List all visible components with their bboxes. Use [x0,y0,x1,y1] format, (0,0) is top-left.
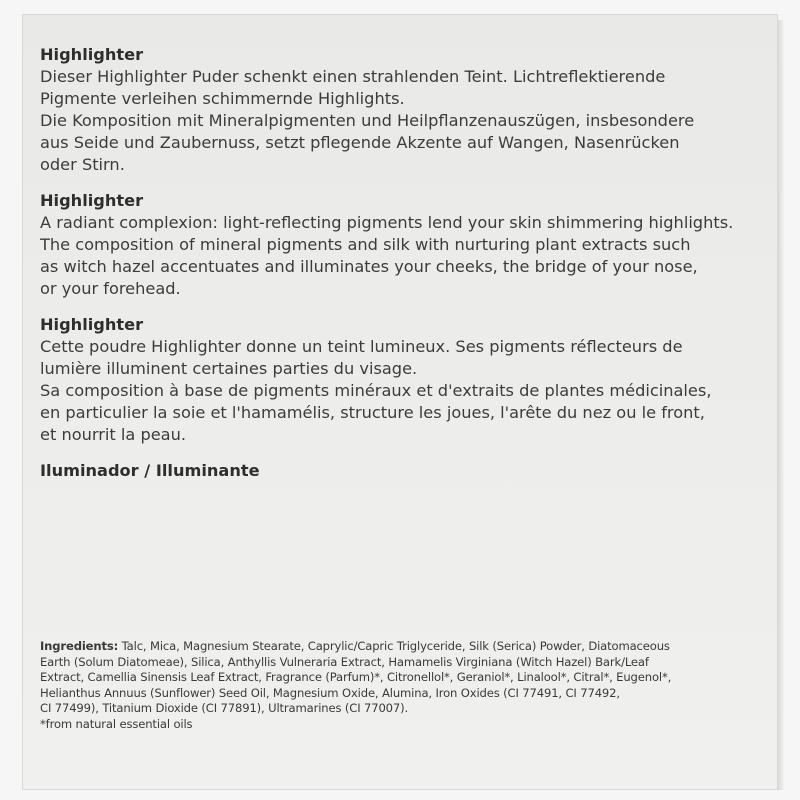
ingredients-label: Ingredients: [40,639,119,653]
text-line: Sa composition à base de pigments minéraux et d'extraits de plantes médicinales, [40,381,712,400]
ingredients-line: CI 77499), Titanium Dioxide (CI 77891), Ultramarines (CI 77007). [40,701,409,715]
spanish-italian-section [40,460,762,482]
ingredients-line [40,639,762,655]
text-line: aus Seide und Zaubernuss, setzt pflegende Akzente auf Wangen, Nasenrücken [40,133,680,152]
text-line: en particulier la soie et l'hamamélis, structure les joues, l'arête du nez ou le front, [40,403,705,422]
section-heading: Highlighter [40,315,144,334]
description-text-block [40,44,762,496]
text-line: lumière illuminent certaines parties du visage. [40,359,418,378]
section-heading: Highlighter [40,45,144,64]
ingredients-text: Talc, Mica, Magnesium Stearate, Caprylic/Capric Triglyceride, Silk (Serica) Powder, Diatomaceous [118,639,670,653]
ingredients-list [40,639,762,732]
section-heading: Highlighter [40,191,144,210]
ingredients-footnote: *from natural essential oils [40,716,193,731]
text-line: oder Stirn. [40,155,125,174]
section-heading: Iluminador / Illuminante [40,461,260,480]
text-line: Dieser Highlighter Puder schenkt einen strahlenden Teint. Lichtreflektierende [40,67,666,86]
text-line: A radiant complexion: light-reflecting pigments lend your skin shimmering highlights. [40,213,734,232]
english-section [40,190,762,300]
text-line: The composition of mineral pigments and silk with nurturing plant extracts such [40,235,691,254]
text-line: Die Komposition mit Mineralpigmenten und Heilpflanzenauszügen, insbesondere [40,111,695,130]
text-line: et nourrit la peau. [40,425,187,444]
text-line: or your forehead. [40,279,181,298]
french-section [40,314,762,446]
german-section [40,44,762,176]
text-line: as witch hazel accentuates and illuminates your cheeks, the bridge of your nose, [40,257,698,276]
text-line: Pigmente verleihen schimmernde Highlights. [40,89,405,108]
ingredients-line: Helianthus Annuus (Sunflower) Seed Oil, Magnesium Oxide, Alumina, Iron Oxides (CI 77491, CI 77492, [40,685,620,700]
text-line: Cette poudre Highlighter donne un teint lumineux. Ses pigments réflecteurs de [40,337,683,356]
ingredients-line: Earth (Solum Diatomeae), Silica, Anthyllis Vulneraria Extract, Hamamelis Virginiana (Witch Hazel) Bark/Leaf [40,654,649,669]
ingredients-line: Extract, Camellia Sinensis Leaf Extract, Fragrance (Parfum)*, Citronellol*, Geraniol*, Linalool*, Citral*, Eugenol*, [40,670,672,684]
